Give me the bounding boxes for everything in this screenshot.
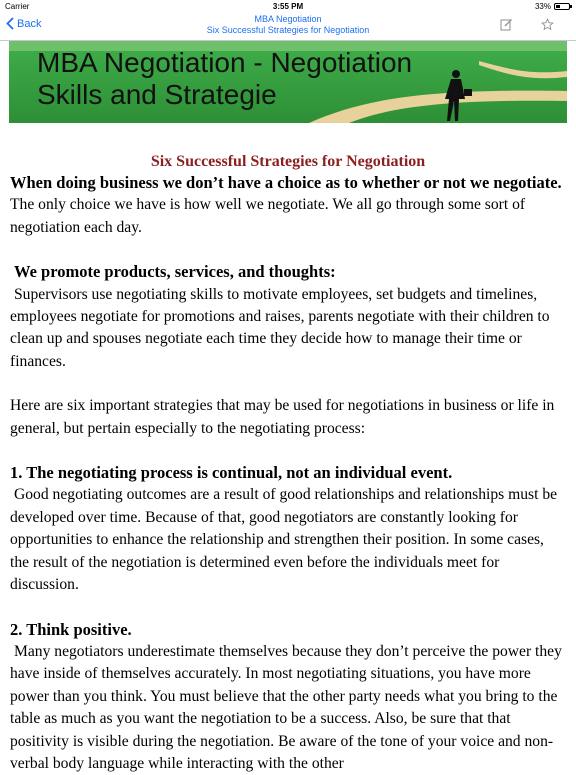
strategy-2-text: Many negotiators underestimate themselves because they don’t perceive the power they have inside of themselves accurately. In most negotiating situations, you have more power than you think. You must believe that the other party needs what you bring to the table as much as you want the negotiation to be a success. Also, be sure that that positivity is visible during the negotiation. Be aware of the tone of your voice and non-verbal body language while interacting with the other <box>10 642 562 772</box>
promote-text: Supervisors use negotiating skills to motivate employees, set budgets and timelines, employees negotiate for promotions and raises, parents negotiate with their children to clean up and spouses negotiate each time they decide how to manage their time or finances. <box>10 285 550 370</box>
star-icon[interactable] <box>541 18 554 31</box>
strategy-1-heading: 1. The negotiating process is continual, not an individual event. <box>10 463 453 483</box>
back-label: Back <box>17 17 42 30</box>
nav-title: MBA Negotiation <box>254 14 322 24</box>
intro-text: The only choice we have is how well we negotiate. We all go through some sort of negotiation each day. <box>10 196 526 236</box>
compose-icon[interactable] <box>500 18 513 31</box>
promote-heading: We promote products, services, and thoughts: <box>14 262 336 282</box>
battery-indicator <box>535 2 570 11</box>
article-body <box>10 152 566 775</box>
intro-heading: When doing business we don’t have a choice as to whether or not we negotiate. <box>10 173 562 192</box>
strategy-1-text: Good negotiating outcomes are a result of good relationships and relationships must be developed over time. Because of that, good negotiators are constantly looking for opportunities to enhance the relationship and strengthen their position. In some cases, the result of the negotiation is determined even before the individuals meet for discussion. <box>10 486 558 594</box>
status-bar <box>0 0 576 14</box>
status-time: 3:55 PM <box>272 2 304 11</box>
header-banner <box>9 41 567 123</box>
strategies-intro: Here are six important strategies that may be used for negotiations in business or life in general, but pertain especially to the negotiating process: <box>10 397 555 437</box>
battery-percent: 33% <box>534 2 551 11</box>
nav-subtitle: Six Successful Strategies for Negotiation <box>206 25 370 35</box>
battery-icon <box>554 3 570 10</box>
nav-titles <box>0 14 576 36</box>
nav-actions <box>500 18 554 31</box>
navigation-bar <box>0 14 576 41</box>
banner-title: MBA Negotiation - Negotiation Skills and Strategie <box>37 47 413 110</box>
article-title: Six Successful Strategies for Negotiation <box>150 153 426 170</box>
carrier-label: Carrier <box>5 2 30 11</box>
strategy-2-heading: 2. Think positive. <box>10 619 132 639</box>
